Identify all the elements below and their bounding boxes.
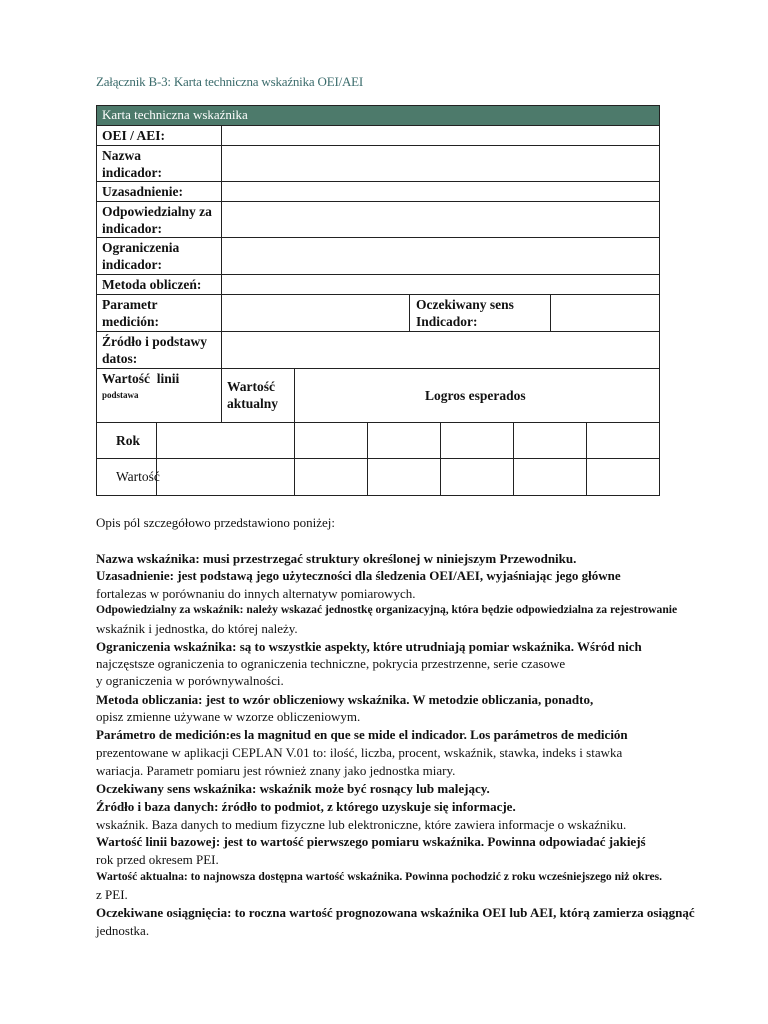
description-line: Oczekiwany sens wskaźnika: wskaźnik może być rosnący lub malejący.	[96, 781, 490, 796]
description-line: y ograniczenia w porównywalności.	[96, 673, 284, 688]
description-line: prezentowane w aplikacji CEPLAN V.01 to: ilość, liczba, procent, wskaźnik, stawka, indeks i stawka	[96, 745, 623, 760]
description-line: wariacja. Parametr pomiaru jest również znany jako jednostka miary.	[96, 763, 456, 778]
field-oei-aei[interactable]	[223, 127, 659, 144]
label-wartosc-linii-line2: podstawa	[102, 390, 139, 400]
label-nazwa-line2: indicador:	[102, 165, 163, 180]
description-line: jednostka.	[96, 923, 150, 938]
field-oczekiwany-sens[interactable]	[552, 296, 659, 330]
label-zrodlo	[102, 333, 207, 367]
description-line: z PEI.	[96, 887, 128, 902]
description-line: Wartość aktualna: to najnowsza dostępna wartość wskaźnika. Powinna pochodzić z roku wcześniejszego niż okres.	[96, 870, 663, 883]
label-ograniczenia-line2: indicador:	[102, 257, 163, 272]
label-nazwa-line1: Nazwa	[102, 148, 141, 163]
label-metoda: Metoda obliczeń:	[102, 277, 202, 292]
label-oczekiwany-line1: Oczekiwany sens	[416, 297, 514, 312]
label-odpowiedzialny	[102, 203, 212, 237]
label-uzasadnienie: Uzasadnienie:	[102, 184, 183, 199]
description-line: Źródło i baza danych: źródło to podmiot, z którego uzyskuje się informacje.	[96, 799, 516, 814]
field-parametr[interactable]	[223, 296, 408, 330]
field-metoda[interactable]	[223, 276, 659, 293]
description-line: Nazwa wskaźnika: musi przestrzegać struktury określonej w niniejszym Przewodniku.	[96, 551, 577, 566]
label-oei-aei: OEI / AEI:	[102, 128, 166, 143]
label-nazwa	[102, 147, 162, 181]
description-line: rok przed okresem PEI.	[96, 852, 219, 867]
technical-card-table	[96, 105, 660, 496]
label-wartosc-linii	[102, 370, 179, 404]
label-oczekiwany-sens	[416, 296, 514, 330]
intro-text: Opis pól szczegółowo przedstawiono poniżej:	[96, 515, 335, 530]
field-uzasadnienie[interactable]	[223, 183, 659, 200]
field-nazwa[interactable]	[223, 147, 659, 180]
label-odpowiedzialny-line1: Odpowiedzialny za	[102, 204, 212, 219]
description-line: Oczekiwane osiągnięcia: to roczna wartość prognozowana wskaźnika OEI lub AEI, którą zamierza osiągnąć	[96, 905, 695, 920]
label-rok: Rok	[116, 433, 141, 448]
label-logros-esperados: Logros esperados	[425, 388, 526, 403]
description-line: Wartość linii bazowej: jest to wartość pierwszego pomiaru wskaźnika. Powinna odpowiadać jakiejś	[96, 834, 646, 849]
description-line: wskaźnik i jednostka, do której należy.	[96, 621, 298, 636]
description-line: Uzasadnienie: jest podstawą jego użyteczności dla śledzenia OEI/AEI, wyjaśniając jego główne	[96, 568, 621, 583]
field-odpowiedzialny[interactable]	[223, 203, 659, 236]
description-line: Odpowiedzialny za wskaźnik: należy wskazać jednostkę organizacyjną, która będzie odpowiedzialna za rejestrowanie	[96, 603, 678, 616]
label-wartosc-aktualny-line1: Wartość	[227, 379, 275, 394]
label-ograniczenia-line1: Ograniczenia	[102, 240, 180, 255]
label-oczekiwany-line2: Indicador:	[416, 314, 478, 329]
description-line: Metoda obliczania: jest to wzór obliczeniowy wskaźnika. W metodzie obliczania, ponadto,	[96, 692, 594, 707]
description-line: wskaźnik. Baza danych to medium fizyczne lub elektroniczne, które zawiera informacje o wskaźniku.	[96, 817, 627, 832]
label-parametr	[102, 296, 159, 330]
label-wartosc-linii-line1: Wartość linii	[102, 371, 180, 386]
label-zrodlo-line2: datos:	[102, 351, 138, 366]
label-parametr-line2: medición:	[102, 314, 159, 329]
field-ograniczenia[interactable]	[223, 239, 659, 273]
label-parametr-line1: Parametr	[102, 297, 158, 312]
field-zrodlo[interactable]	[223, 333, 659, 367]
label-odpowiedzialny-line2: indicador:	[102, 221, 163, 236]
description-line: opisz zmienne używane w wzorze obliczeniowym.	[96, 709, 361, 724]
label-ograniczenia	[102, 239, 179, 273]
description-line: fortalezas w porównaniu do innych alternatyw pomiarowych.	[96, 586, 416, 601]
label-wartosc-aktualny	[227, 378, 278, 412]
card-header: Karta techniczna wskaźnika	[96, 105, 660, 125]
description-line: Parámetro de medición:es la magnitud en que se mide el indicador. Los parámetros de medición	[96, 727, 628, 742]
label-wartosc-aktualny-line2: aktualny	[227, 396, 279, 411]
description-line: najczęstsze ograniczenia to ograniczenia techniczne, pokrycia przestrzenne, serie czasowe	[96, 656, 566, 671]
label-zrodlo-line1: Źródło i podstawy	[102, 334, 208, 349]
page-title: Załącznik B-3: Karta techniczna wskaźnika OEI/AEI	[96, 74, 364, 89]
label-wartosc: Wartość	[116, 469, 160, 484]
description-line: Ograniczenia wskaźnika: są to wszystkie aspekty, które utrudniają pomiar wskaźnika. Wśród nich	[96, 639, 642, 654]
